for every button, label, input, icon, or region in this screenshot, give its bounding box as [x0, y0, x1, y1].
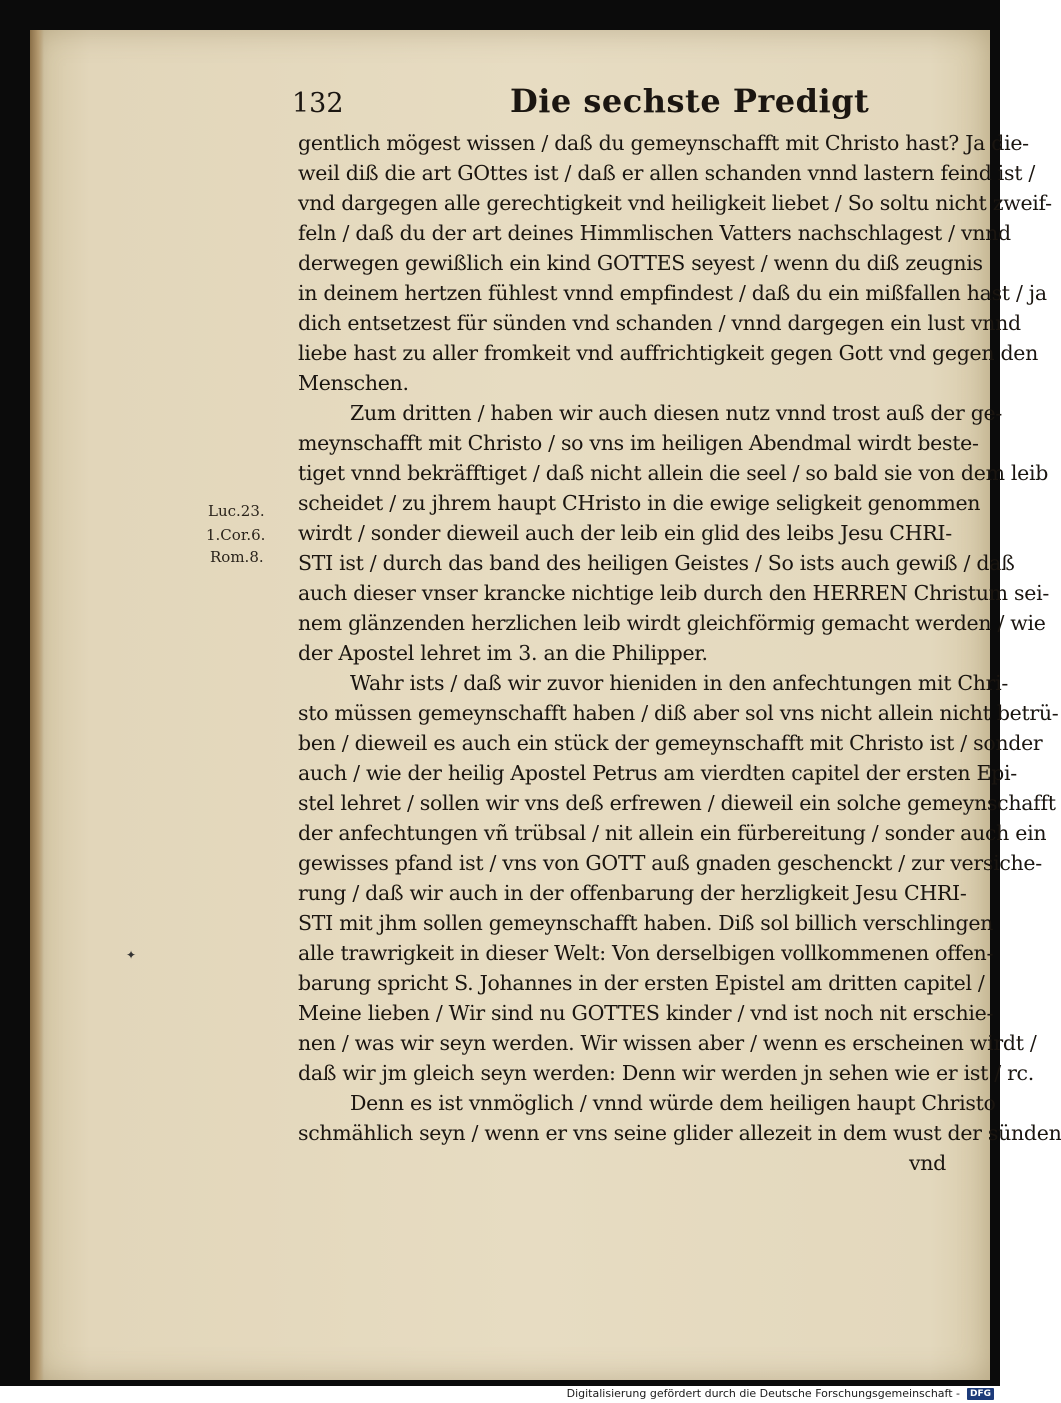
text-line: ben / dieweil es auch ein stück der gemeynschafft mit Christo ist / sonder — [298, 731, 1043, 755]
running-title: Die sechste Predigt — [510, 82, 870, 120]
text-line: liebe hast zu aller fromkeit vnd auffrichtigkeit gegen Gott vnd gegen den — [298, 341, 1039, 365]
text-line: derwegen gewißlich ein kind GOTTES seyest / wenn du diß zeugnis — [298, 251, 983, 275]
margin-note: Rom.8. — [210, 548, 264, 566]
text-line: daß wir jm gleich seyn werden: Denn wir werden jn sehen wie er ist / rc. — [298, 1061, 1034, 1085]
ink-speck: ✦ — [126, 948, 137, 962]
text-line: Denn es ist vnmöglich / vnnd würde dem heiligen haupt Christo — [350, 1091, 996, 1115]
text-line: Meine lieben / Wir sind nu GOTTES kinder / vnd ist noch nit erschie- — [298, 1001, 994, 1025]
text-line: vnd dargegen alle gerechtigkeit vnd heiligkeit liebet / So soltu nicht zweif- — [298, 191, 1052, 215]
text-line: nem glänzenden herzlichen leib wirdt gleichförmig gemacht werden / wie — [298, 611, 1046, 635]
text-line: sto müssen gemeynschafft haben / diß aber sol vns nicht allein nicht betrü- — [298, 701, 1059, 725]
margin-note: Luc.23. — [208, 502, 265, 520]
margin-notes — [204, 500, 274, 568]
page-gutter-edge — [30, 30, 44, 1380]
text-line: meynschafft mit Christo / so vns im heiligen Abendmal wirdt beste- — [298, 431, 979, 455]
catchword: vnd — [908, 1151, 946, 1175]
margin-note: 1.Cor.6. — [206, 526, 266, 544]
text-line: auch dieser vnser krancke nichtige leib durch den HERREN Christum sei- — [298, 581, 1049, 605]
text-line: rung / daß wir auch in der offenbarung der herzligkeit Jesu CHRI- — [298, 881, 967, 905]
text-line: schmählich seyn / wenn er vns seine glider allezeit in dem wust der sünden — [298, 1121, 1061, 1145]
text-line: nen / was wir seyn werden. Wir wissen aber / wenn es erscheinen wirdt / — [298, 1031, 1037, 1055]
text-line: Menschen. — [298, 371, 409, 395]
text-line: dich entsetzest für sünden vnd schanden / vnnd dargegen ein lust vnnd — [298, 311, 1021, 335]
footer-credit: Digitalisierung gefördert durch die Deutsche Forschungsgemeinschaft - — [566, 1387, 960, 1400]
text-line: STI mit jhm sollen gemeynschafft haben. Diß sol billich verschlingen — [298, 911, 994, 935]
text-line: weil diß die art GOttes ist / daß er allen schanden vnnd lastern feind ist / — [298, 161, 1036, 185]
text-line: alle trawrigkeit in dieser Welt: Von derselbigen vollkommenen offen- — [298, 941, 994, 965]
text-line: tiget vnnd bekräfftiget / daß nicht allein die seel / so bald sie von dem leib — [298, 461, 1049, 485]
text-line: in deinem hertzen fühlest vnnd empfindest / daß du ein mißfallen hast / ja — [298, 281, 1047, 305]
text-line: wirdt / sonder dieweil auch der leib ein glid des leibs Jesu CHRI- — [298, 521, 952, 545]
text-line: auch / wie der heilig Apostel Petrus am vierdten capitel der ersten Epi- — [298, 761, 1017, 785]
text-line: STI ist / durch das band des heiligen Geistes / So ists auch gewiß / daß — [298, 551, 1015, 575]
text-line: barung spricht S. Johannes in der ersten Epistel am dritten capitel / — [298, 971, 985, 995]
text-line: Wahr ists / daß wir zuvor hieniden in den anfechtungen mit Chri- — [350, 671, 1009, 695]
text-line: gentlich mögest wissen / daß du gemeynschafft mit Christo hast? Ja die- — [298, 131, 1029, 155]
text-line: stel lehret / sollen wir vns deß erfrewen / dieweil ein solche gemeynschafft — [298, 791, 1056, 815]
body-text — [298, 128, 1061, 1178]
text-line: scheidet / zu jhrem haupt CHristo in die ewige seligkeit genommen — [298, 491, 981, 515]
text-line: der Apostel lehret im 3. an die Philipper. — [298, 641, 708, 665]
text-line: gewisses pfand ist / vns von GOTT auß gnaden geschenckt / zur versiche- — [298, 851, 1042, 875]
page-number: 132 — [292, 88, 344, 119]
dfg-logo: DFG — [967, 1388, 994, 1400]
footer-bar — [0, 1386, 1000, 1403]
text-line: Zum dritten / haben wir auch diesen nutz vnnd trost auß der ge- — [350, 401, 1002, 425]
text-line: der anfechtungen vñ trübsal / nit allein ein fürbereitung / sonder auch ein — [298, 821, 1047, 845]
text-line: feln / daß du der art deines Himmlischen Vatters nachschlagest / vnnd — [298, 221, 1011, 245]
